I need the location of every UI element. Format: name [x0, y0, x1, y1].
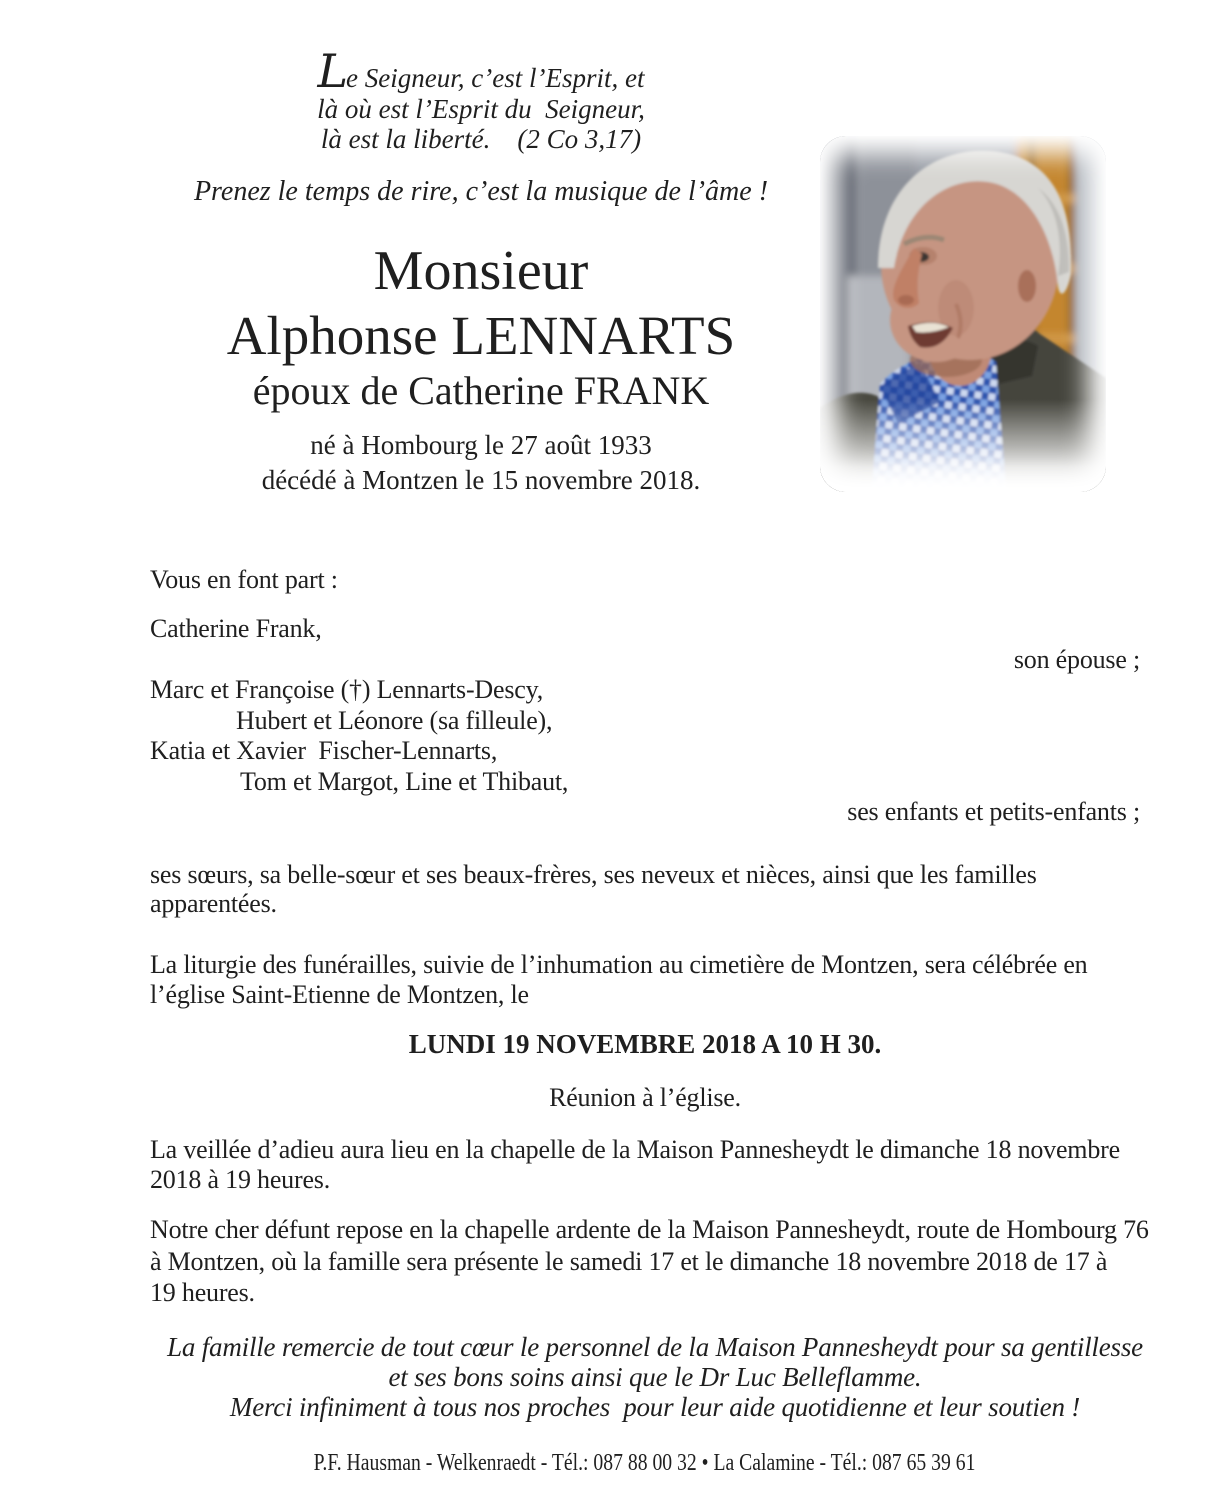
- family-list: [150, 614, 1140, 828]
- liturgy-paragraph: [150, 950, 1160, 1010]
- quote-line-3: là est la liberté. (2 Co 3,17): [320, 124, 642, 154]
- deceased-dates: [150, 428, 812, 498]
- death-line: décédé à Montzen le 15 novembre 2018.: [261, 465, 701, 495]
- birth-line: né à Hombourg le 27 août 1933: [310, 430, 652, 460]
- relatives-line-1: ses sœurs, sa belle-sœur et ses beaux-frères, ses neveux et nièces, ainsi que les familles: [150, 860, 1037, 889]
- thanks-line-2: et ses bons soins ainsi que le Dr Luc Belleflamme.: [388, 1362, 922, 1392]
- bible-quote: [150, 44, 812, 155]
- thanks-paragraph: [150, 1332, 1160, 1422]
- family-grandchild-1: Hubert et Léonore (sa filleule),: [236, 705, 553, 735]
- family-child-2: Katia et Xavier Fischer-Lennarts,: [150, 736, 498, 765]
- liturgy-line-2: l’église Saint-Etienne de Montzen, le: [150, 980, 529, 1009]
- quote-line-1: [150, 44, 812, 98]
- deceased-spouse-line: époux de Catherine FRANK: [252, 368, 710, 413]
- repose-line-3: 19 heures.: [150, 1278, 255, 1307]
- announcement-intro: Vous en font part :: [150, 565, 338, 594]
- relatives-paragraph: [150, 860, 1160, 918]
- reunion-note: Réunion à l’église.: [549, 1083, 741, 1112]
- family-children-role: ses enfants et petits-enfants ;: [847, 797, 1140, 826]
- quote-dropcap: L: [317, 44, 347, 98]
- thanks-line-3: Merci infiniment à tous nos proches pour leur aide quotidienne et leur soutien !: [229, 1392, 1081, 1422]
- repose-paragraph: [150, 1214, 1160, 1309]
- ceremony-date: LUNDI 19 NOVEMBRE 2018 A 10 H 30.: [408, 1029, 882, 1059]
- relatives-line-2: apparentées.: [150, 889, 277, 918]
- funeral-home-footer: [150, 1448, 1140, 1478]
- repose-line-1: Notre cher défunt repose en la chapelle ardente de la Maison Pannesheydt, route de Hombourg 76: [150, 1215, 1149, 1244]
- family-wife-role: son épouse ;: [1013, 644, 1140, 674]
- portrait-illustration: [820, 136, 1106, 492]
- funeral-home-contact: P.F. Hausman - Welkenraedt - Tél.: 087 88 00 32 • La Calamine - Tél.: 087 65 39 61: [314, 1450, 976, 1476]
- portrait-photo: [820, 136, 1106, 492]
- liturgy-line-1: La liturgie des funérailles, suivie de l’inhumation au cimetière de Montzen, sera célébrée en: [150, 950, 1088, 979]
- thanks-line-1: La famille remercie de tout cœur le personnel de la Maison Pannesheydt pour sa gentillesse: [167, 1332, 1143, 1362]
- deceased-name: Alphonse LENNARTS: [226, 305, 736, 366]
- quote-line-1-text: e Seigneur, c’est l’Esprit, et: [346, 63, 645, 93]
- quote-line-2: là où est l’Esprit du Seigneur,: [317, 93, 645, 124]
- vigil-line-2: 2018 à 19 heures.: [150, 1165, 330, 1194]
- vigil-line-1: La veillée d’adieu aura lieu en la chapelle de la Maison Pannesheydt le dimanche 18 novembre: [150, 1135, 1120, 1164]
- motto-line: Prenez le temps de rire, c’est la musique de l’âme !: [193, 176, 769, 207]
- vigil-paragraph: [150, 1135, 1160, 1195]
- family-wife: Catherine Frank,: [150, 614, 322, 643]
- family-grandchild-2: Tom et Margot, Line et Thibaut,: [240, 766, 569, 796]
- family-child-1: Marc et Françoise (†) Lennarts-Descy,: [150, 675, 544, 704]
- deceased-title: Monsieur: [373, 240, 589, 302]
- repose-line-2: à Montzen, où la famille sera présente le samedi 17 et le dimanche 18 novembre 2018 de 17 à: [150, 1246, 1108, 1276]
